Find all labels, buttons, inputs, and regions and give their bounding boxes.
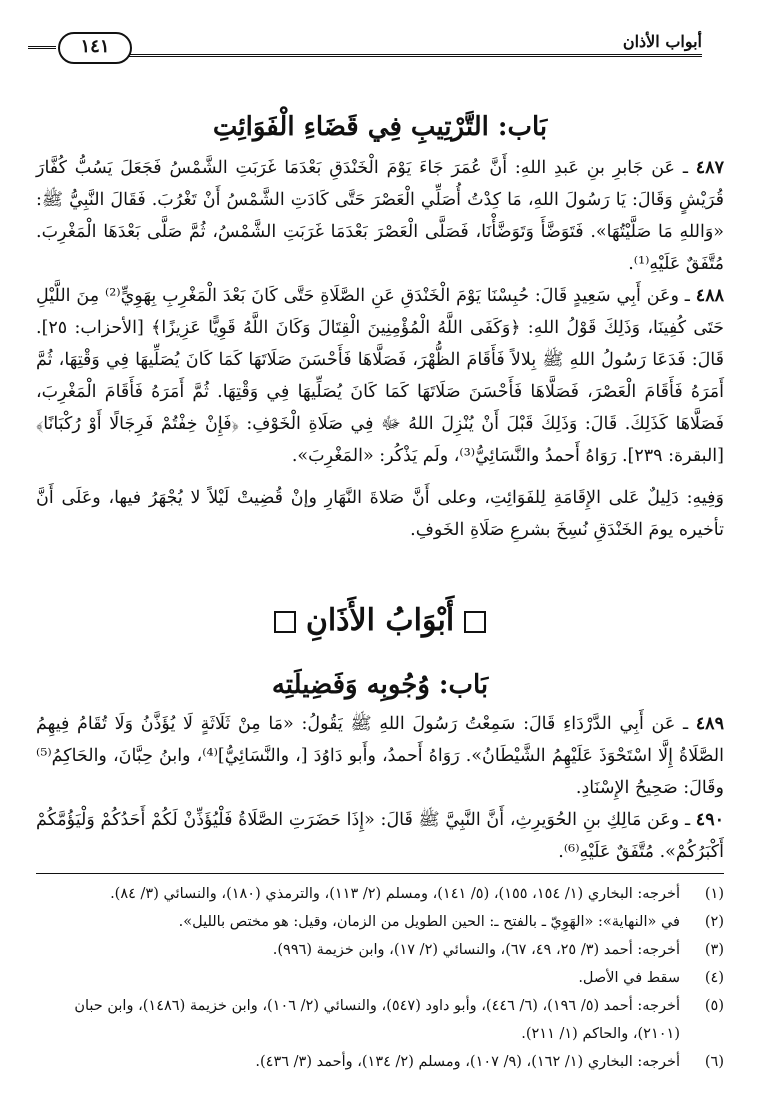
hadith-text: ـ وعَن مَالِكِ بنِ الحُوَيرِثِ، أَنَّ النَّبِيَّ ﷺ قَالَ: «إِذَا حَضَرَتِ الصَّلَاةُ فَلْيُؤَذِّنْ لَكُمْ أَحَدُكُمْ وَلْيَؤُمَّكُمْ أَكْبَرُكُمْ». مُتَّفَقٌ عَلَيْهِ⁽⁶⁾.: [36, 810, 724, 862]
footnote-text: أخرجه: أحمد (٣/ ٢٥، ٤٩، ٦٧)، والنسائي (٢/ ١٧)، وابن خزيمة (٩٩٦).: [272, 942, 680, 958]
chapter-title: بَاب: التَّرْتِيبِ فِي قَضَاءِ الْفَوَائِتِ: [212, 112, 548, 142]
footnote: [36, 936, 724, 964]
section-heading: [0, 603, 760, 638]
footnote-number: (٦): [704, 1054, 724, 1070]
hadith-number: ٤٨٧: [695, 158, 724, 178]
square-ornament-icon: [464, 611, 486, 633]
commentary: وَفِيهِ: دَلِيلٌ عَلى الإِقَامَةِ لِلفَوَائِتِ، وعلى أَنَّ صَلاةَ النَّهَارِ وإنْ قُضِيتْ لَيْلاً لا يُجْهَرُ فيها، وعَلَى أَنَّ تأخيره يومَ الخَنْدَقِ نُسِخَ بشرعِ صَلَاةِ الخَوفِ.: [36, 488, 724, 540]
hadith-number: ٤٨٨: [695, 286, 724, 306]
hadith-487: [36, 152, 724, 280]
hadith-489: [36, 708, 724, 804]
running-header: [58, 28, 702, 68]
footnote: [36, 880, 724, 908]
footnote: [36, 992, 724, 1048]
hadith-text: ـ عَن أَبِي الدَّرْدَاءِ قَالَ: سَمِعْتُ رَسُولَ اللهِ ﷺ يَقُولُ: «مَا مِنْ ثَلَاثَةٍ لَا يُؤَذَّنُ وَلَا تُقَامُ فِيهِمُ الصَّلَاةُ إِلَّا اسْتَحْوَذَ عَلَيْهِمُ الشَّيْطَانُ». رَوَاهُ أَحمدُ، وأَبو دَاوُدَ [، والنَّسَائِيُّ]⁽⁴⁾، وابنُ حِبَّانَ، والحَاكِمُ⁽⁵⁾ وقَالَ: صَحِيحُ الإِسْنَادِ.: [36, 714, 724, 798]
hadith-block-1: [36, 152, 724, 546]
footnote: [36, 908, 724, 936]
page-number: ١٤١: [58, 32, 132, 64]
hadith-number: ٤٨٩: [695, 714, 724, 734]
footnote-divider: [36, 873, 724, 874]
hadith-488: [36, 280, 724, 472]
footnote-number: (٥): [704, 998, 724, 1014]
hadith-text: ـ وعَن أَبِي سَعِيدٍ قَالَ: حُبِسْنَا يَوْمَ الْخَنْدَقِ عَنِ الصَّلَاةِ حَتَّى كَانَ بَعْدَ الْمَغْرِبِ بِهَوِيٍّ⁽²⁾ مِنَ اللَّيْلِ حَتَى كُفِينَا، وَذَلِكَ قَوْلُ اللهِ: ﴿وَكَفَى اللَّهُ الْمُؤْمِنِينَ الْقِتَالَ وَكَانَ اللَّهُ قَوِيًّا عَزِيزًا﴾ [الأحزاب: ٢٥]. قَالَ: فَدَعَا رَسُولُ اللهِ ﷺ بِلالاً فَأَقَامَ الظُّهْرَ، فَصَلَّاهَا فَأَحْسَنَ صَلَاتَهَا كَمَا كَانَ يُصَلِّيهَا فِي وَقْتِهَا، ثُمَّ أَمَرَهُ فَأَقَامَ الْعَصْرَ، فَصَلَّاهَا فَأَحْسَنَ صَلَاتَهَا كَمَا كَانَ يُصَلِّيهَا فِي وَقْتِهَا. ثُمَّ أَمَرَهُ فَأَقَامَ الْمَغْرِبَ، فَصَلَّاهَا كَذَلِكَ. قَالَ: وَذَلِكَ قَبْلَ أَنْ يُنْزِلَ اللهُ ﷻ فِي صَلَاةِ الْخَوْفِ: ﴿فَإِنْ خِفْتُمْ فَرِجَالًا أَوْ رُكْبَانًا﴾ [البقرة: ٢٣٩]. رَوَاهُ أَحمدُ والنَّسَائِيُّ⁽³⁾، ولَم يَذْكُر: «المَغْرِبَ».: [36, 286, 724, 466]
footnote-number: (٣): [704, 942, 724, 958]
footnote: [36, 964, 724, 992]
hadith-text: ـ عَن جَابرِ بنِ عَبدِ اللهِ: أَنَّ عُمَرَ جَاءَ يَوْمَ الْخَنْدَقِ بَعْدَمَا غَرَبَتِ الشَّمْسُ فَجَعَلَ يَسُبُّ كُفَّارَ قُرَيْشٍ وَقَالَ: يَا رَسُولَ اللهِ، مَا كِدْتُ أُصَلِّي الْعَصْرَ حَتَّى كَادَتِ الشَّمْسُ أَنْ تَغْرُبَ. فَقَالَ النَّبِيُّ ﷺ: «وَاللهِ مَا صَلَّيْتُهَا». فَتَوَضَّأَ وَتَوَضَّأْنَا، فَصَلَّى الْعَصْرَ بَعْدَمَا غَرَبَتِ الشَّمْسُ، ثُمَّ صَلَّى بَعْدَهَا الْمَغْرِبَ. مُتَّفَقٌ عَلَيْهِ⁽¹⁾.: [36, 158, 724, 274]
footnote-text: أخرجه: أحمد (٥/ ١٩٦)، (٦/ ٤٤٦)، وأبو داود (٥٤٧)، والنسائي (٢/ ١٠٦)، وابن خزيمة (١٤٨٦)، وابن حبان (٢١٠١)، والحاكم (١/ ٢١١).: [74, 998, 680, 1042]
chapter-title: بَاب: وُجُوبِه وَفَضِيلَتِه: [271, 670, 489, 700]
footnote-number: (٢): [704, 914, 724, 930]
square-ornament-icon: [274, 611, 296, 633]
section-title: أَبْوَابُ الأَذَانِ: [305, 603, 455, 638]
header-rule: [128, 54, 702, 57]
footnote-text: سقط في الأصل.: [578, 970, 680, 986]
footnote-number: (٤): [704, 970, 724, 986]
footnote-text: في «النهاية»: «الهَوِيّ ـ بالفتح ـ: الحين الطويل من الزمان، وقيل: هو مختص بالليل».: [178, 914, 680, 930]
footnote-text: أخرجه: البخاري (١/ ١٦٢)، (٩/ ١٠٧)، ومسلم (٢/ ١٣٤)، وأحمد (٣/ ٤٣٦).: [255, 1054, 680, 1070]
footnote: [36, 1048, 724, 1076]
footnote-number: (١): [704, 886, 724, 902]
header-dash: [28, 46, 56, 49]
hadith-490: [36, 804, 724, 868]
footnote-text: أخرجه: البخاري (١/ ١٥٤، ١٥٥)، (٥/ ١٤١)، ومسلم (٢/ ١١٣)، والترمذي (١٨٠)، والنسائي (٣/ ٨٤).: [110, 886, 680, 902]
hadith-number: ٤٩٠: [695, 810, 724, 830]
footnotes: [36, 880, 724, 1076]
hadith-block-2: [36, 708, 724, 868]
header-title: أبواب الأذان: [622, 32, 702, 51]
